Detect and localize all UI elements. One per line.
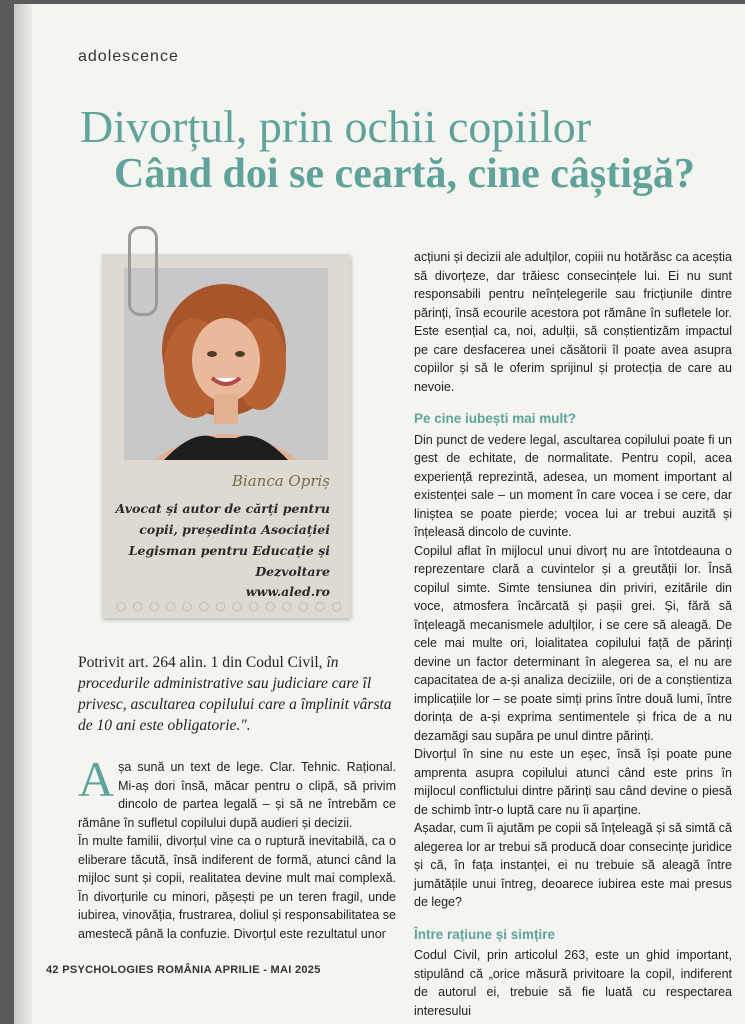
body-paragraph: Așadar, cum îi ajutăm pe copii să înțeleagă și să simtă că alegerea lor ar trebui să producă doar consecințe juridice și că, în fața instanței, ei nu trebuie să aleagă între jumătățile unui întreg, deoarece iubirea este mai presus de lege? [414,821,732,909]
subheading: Pe cine iubești mai mult? [414,411,577,426]
paperclip-icon [128,226,158,316]
author-url[interactable]: www.aled.ro [245,584,330,599]
body-text: șa sună un text de lege. Clar. Tehnic. Rațional. Mi-aș dori însă, măcar pentru o clipă, să privim dincolo de partea legală – și să ne întrebăm ce rămâne în sufletul copilului după audieri și decizii. [78,760,396,830]
subheading: Între rațiune și simțire [414,926,556,942]
body-paragraph: Codul Civil, prin articolul 263, este un ghid important, stipulând că „orice măsură privitoare la copil, indiferent de autorul ei, trebuie să fie luată cu respectarea interesului [414,948,732,1018]
left-column [78,751,396,943]
drop-cap: A [78,751,115,807]
card-perforation: ◯ ◯ ◯ ◯ ◯ ◯ ◯ ◯ ◯ ◯ ◯ ◯ ◯ ◯ [116,601,344,611]
lead-plain: Potrivit art. 264 alin. 1 din Codul Civil, [78,654,323,671]
body-paragraph: acțiuni și decizii ale adulților, copiii nu hotărăsc ca aceștia să divorțeze, dar trăiesc consecințele lui. Ei nu sunt responsabili pentru neînțelegerile sau fricțiunile dintre părinți, însă ecourile acestora pot rămâne în sufletele lor. Este esențial ca, noi, adulții, să conștientizăm impactul pe care desfacerea unei căsătorii îl poate avea asupra copiilor și să le oferim sprijinul și protecția de care au nevoie. [414,250,732,394]
magazine-page [14,4,745,1024]
lead-paragraph [78,652,396,736]
article-title: Divorțul, prin ochii copiilor [80,101,592,152]
author-role: Avocat și autor de cărți pentru copii, președinta Asociației Legisman pentru Educație și Dezvoltare [115,501,330,579]
body-paragraph: Copilul aflat în mijlocul unui divorț nu are întotdeauna o reprezentare clară a cuvintelor și a greutății lor. Însă copilul simte. Simte tensiunea din priviri, ezitările din voce, atmosfera încărcată și pașii grei. Și, fără să înțeleagă mecanismele adulților, i se cere să aleagă. De cele mai multe ori, loialitatea copilului față de părinți devine un factor determinant în alegerea sa, el nu are capacitatea de a-și analiza deciziile, ori de a conștientiza implicațiile lor – se poate simți prins între două lumi, între dorința de a-și exprima sentimentele și frica de a nu dezamăgi sau supăra pe unul dintre părinți. [414,543,732,743]
right-column [414,248,732,1020]
page-footer: 42 PSYCHOLOGIES ROMÂNIA APRILIE - MAI 2025 [46,964,321,976]
author-name: Bianca Opriș [231,472,330,490]
body-paragraph: Divorțul în sine nu este un eșec, însă își poate pune amprenta asupra copilului atunci când este prins în mijlocul conflictului dintre părinți sau când devine o piesă de schimb într-o luptă care nu îi aparține. [414,747,732,817]
section-label: adolescence [78,48,179,65]
body-paragraph [78,751,396,832]
lead-quote: în procedurile administrative sau judiciare care îl privesc, ascultarea copilului care a împlinit vârsta de 10 ani este obligatorie.". [78,654,392,734]
page-edge [14,4,32,1024]
body-paragraph: Din punct de vedere legal, ascultarea copilului poate fi un gest de echitate, de normalitate. Pentru copil, acea experiență reprezintă, adesea, un moment important al existenței sale – un moment în care vocea i se cere, dar liniștea se poate pierde; vocea lui ar trebui auzită și înțeleasă dincolo de cuvinte. [414,432,732,539]
article-subtitle: Când doi se ceartă, cine câștigă? [114,151,695,197]
body-paragraph: În multe familii, divorțul vine ca o ruptură inevitabilă, ca o eliberare tăcută, însă indiferent de formă, atunci când la mijloc sunt și copii, realitatea devine mult mai complexă. În divorțurile cu minori, pășești pe un teren fragil, unde iubirea, vinovăția, frustrarea, doliul și responsabilitatea se amestecă până la confuzie. Divorțul este rezultatul unor [78,834,396,941]
